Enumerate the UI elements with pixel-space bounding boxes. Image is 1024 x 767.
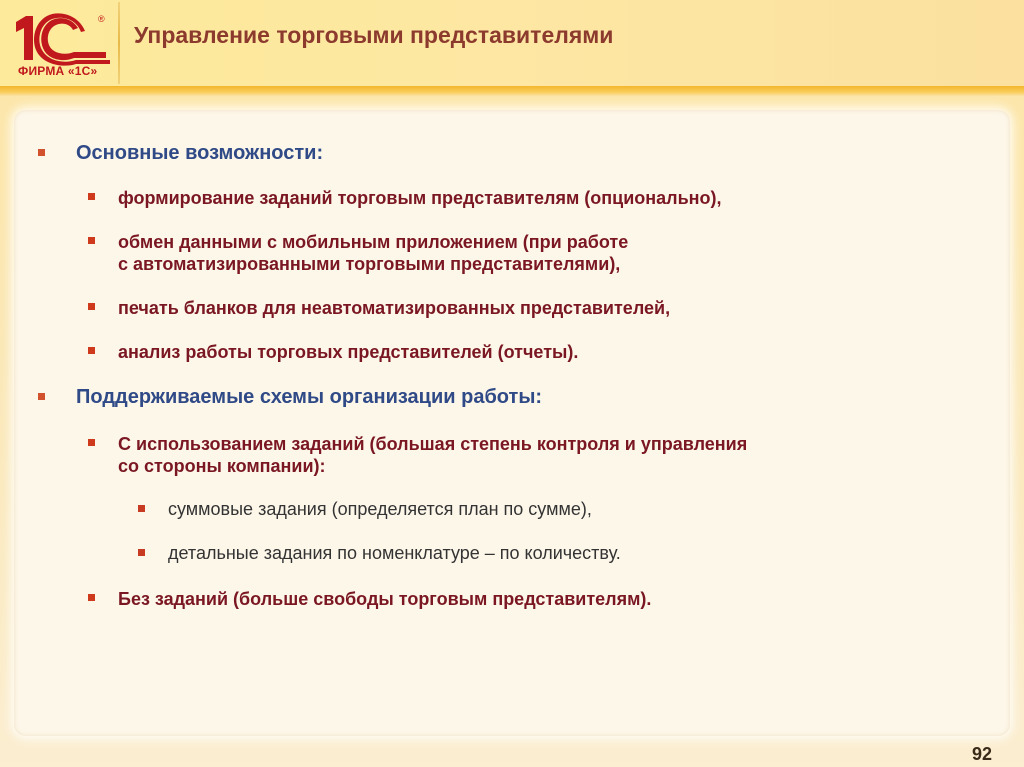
logo-caption: ФИРМА «1С» — [18, 64, 98, 78]
list-item-line: обмен данными с мобильным приложением (при работе — [118, 232, 629, 252]
header-accent-line — [0, 86, 1024, 96]
list-item-line: С использованием заданий (большая степень контроля и управления — [118, 434, 748, 454]
bullet-icon — [88, 347, 95, 354]
svg-text:®: ® — [98, 14, 105, 24]
list-item-line: с автоматизированными торговыми представителями), — [118, 254, 621, 274]
bullet-icon — [138, 549, 145, 556]
bullet-icon — [88, 193, 95, 200]
logo-divider — [118, 2, 120, 84]
logo-1c-icon — [6, 8, 114, 68]
bullet-icon — [38, 393, 45, 400]
bullet-icon — [88, 237, 95, 244]
bullet-icon — [88, 303, 95, 310]
list-item-line: со стороны компании): — [118, 456, 326, 476]
bullet-icon — [88, 594, 95, 601]
page-title: Управление торговыми представителями — [134, 22, 614, 48]
bullet-icon — [38, 149, 45, 156]
bullet-icon — [138, 505, 145, 512]
page-number: 92 — [971, 744, 992, 764]
bullet-icon — [88, 439, 95, 446]
